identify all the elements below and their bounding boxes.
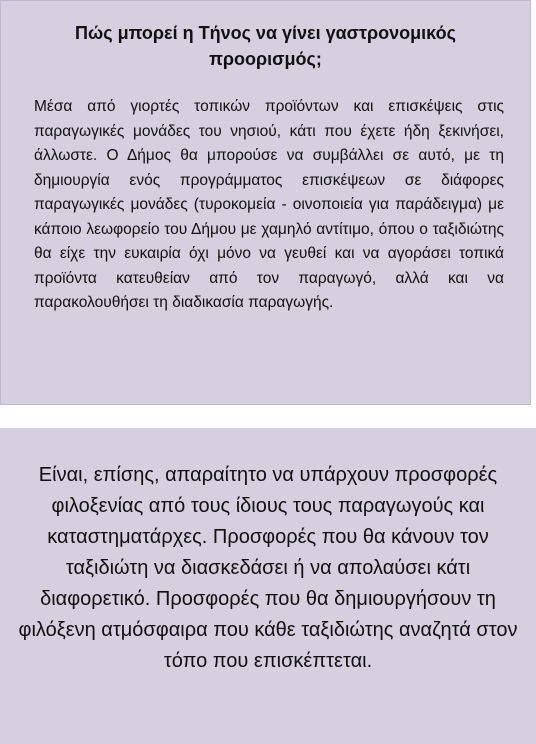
hospitality-text: Είναι, επίσης, απαραίτητο να υπάρχουν προσφορές φιλοξενίας από τους ίδιους τους παραγωγούς και καταστηματάρχες. Προσφορές που θα κάνουν τον ταξιδιώτη να διασκεδάσει ή να απολαύσει κάτι διαφορετικό. Προσφορές που θα δημιουργήσουν τη φιλόξενη ατμόσφαιρα που κάθε ταξιδιώτης αναζητά στον τόπο που επισκέπτεται. — [18, 464, 518, 672]
question-title: Πώς μπορεί η Τήνος να γίνει γαστρονομικός προορισμός; — [75, 23, 456, 69]
question-answer-text: Μέσα από γιορτές τοπικών προϊόντων και επισκέψεις στις παραγωγικές μονάδες του νησιού, κάτι που έχετε ήδη ξεκινήσει, άλλωστε. Ο Δήμος θα μπορούσε να συμβάλλει σε αυτό, με τη δημιουργία ενός προγράμματος επισκέψεων σε διάφορες παραγωγικές μονάδες (τυροκομεία - οινοποιεία για παράδειγμα) με κάποιο λεωφορείο του Δήμου με χαμηλό αντίτιμο, όπου ο ταξιδιώτης θα είχε την ευκαιρία όχι μόνο να γευθεί και να αγοράσει τοπικά προϊόντα κατευθείαν από τον παραγωγό, αλλά και να παρακολουθήσει τη διαδικασία παραγωγής. — [34, 98, 504, 311]
